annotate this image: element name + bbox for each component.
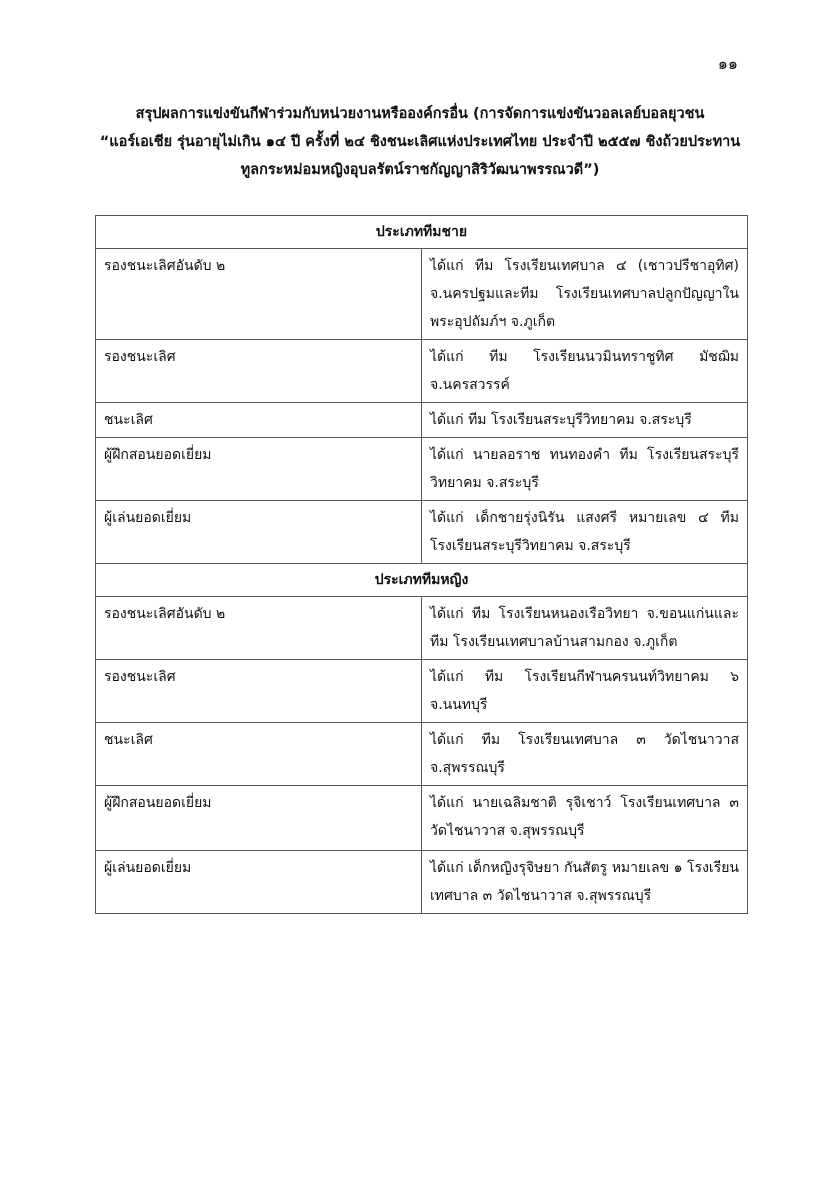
award-detail: ได้แก่ นายเฉลิมชาติ รุจิเชาว์ โรงเรียนเทศบาล ๓ วัดไชนาวาส จ.สุพรรณบุรี bbox=[422, 786, 748, 851]
award-category: ผู้ฝึกสอนยอดเยี่ยม bbox=[96, 438, 422, 501]
table-row bbox=[96, 723, 748, 786]
award-detail: ได้แก่ ทีม โรงเรียนเทศบาล ๔ (เชาวปรีชาอุทิศ) จ.นครปฐมและทีม โรงเรียนเทศบาลปลูกปัญญาในพระอุปถัมภ์ฯ จ.ภูเก็ต bbox=[422, 249, 748, 340]
award-detail: ได้แก่ ทีม โรงเรียนเทศบาล ๓ วัดไชนาวาส จ.สุพรรณบุรี bbox=[422, 723, 748, 786]
award-category: รองชนะเลิศอันดับ ๒ bbox=[96, 249, 422, 340]
table-row bbox=[96, 660, 748, 723]
award-category: รองชนะเลิศอันดับ ๒ bbox=[96, 597, 422, 660]
award-category: ชนะเลิศ bbox=[96, 723, 422, 786]
table-row bbox=[96, 249, 748, 340]
award-detail: ได้แก่ นายลอราช ทนทองคำ ทีม โรงเรียนสระบุรีวิทยาคม จ.สระบุรี bbox=[422, 438, 748, 501]
section-heading-men: ประเภททีมชาย bbox=[96, 216, 748, 249]
section-heading-women: ประเภททีมหญิง bbox=[96, 564, 748, 597]
table-row bbox=[96, 438, 748, 501]
title-line-1: สรุปผลการแข่งขันกีฬาร่วมกับหน่วยงานหรือองค์กรอื่น (การจัดการแข่งขันวอลเลย์บอลยุวชน bbox=[135, 106, 705, 122]
award-category: รองชนะเลิศ bbox=[96, 340, 422, 403]
results-table bbox=[95, 215, 748, 914]
award-category: ผู้เล่นยอดเยี่ยม bbox=[96, 501, 422, 564]
table-row bbox=[96, 851, 748, 914]
section-header-row bbox=[96, 564, 748, 597]
award-category: ชนะเลิศ bbox=[96, 403, 422, 438]
section-header-row bbox=[96, 216, 748, 249]
award-category: ผู้ฝึกสอนยอดเยี่ยม bbox=[96, 786, 422, 851]
award-detail: ได้แก่ เด็กชายรุ่งนิรัน แสงศรี หมายเลข ๔ ทีม โรงเรียนสระบุรีวิทยาคม จ.สระบุรี bbox=[422, 501, 748, 564]
award-category: ผู้เล่นยอดเยี่ยม bbox=[96, 851, 422, 914]
table-row bbox=[96, 340, 748, 403]
table-row bbox=[96, 501, 748, 564]
table-row bbox=[96, 786, 748, 851]
page-number: ๑๑ bbox=[717, 54, 738, 73]
document-title bbox=[95, 100, 745, 184]
title-line-3: ทูลกระหม่อมหญิงอุบลรัตน์ราชกัญญาสิริวัฒนาพรรณวดี”) bbox=[240, 162, 600, 178]
title-line-2: “แอร์เอเชีย รุ่นอายุไม่เกิน ๑๔ ปี ครั้งที่ ๒๔ ชิงชนะเลิศแห่งประเทศไทย ประจำปี ๒๕๕๗ ชิงถ้วยประทาน bbox=[99, 134, 741, 150]
award-detail: ได้แก่ เด็กหญิงรุจิษยา กันสัตรู หมายเลข ๑ โรงเรียนเทศบาล ๓ วัดไชนาวาส จ.สุพรรณบุรี bbox=[422, 851, 748, 914]
award-detail: ได้แก่ ทีม โรงเรียนสระบุรีวิทยาคม จ.สระบุรี bbox=[422, 403, 748, 438]
table-row bbox=[96, 403, 748, 438]
table-row bbox=[96, 597, 748, 660]
award-detail: ได้แก่ ทีม โรงเรียนกีฬานครนนท์วิทยาคม ๖ จ.นนทบุรี bbox=[422, 660, 748, 723]
award-detail: ได้แก่ ทีม โรงเรียนนวมินทราชูทิศ มัชฌิม จ.นครสวรรค์ bbox=[422, 340, 748, 403]
award-category: รองชนะเลิศ bbox=[96, 660, 422, 723]
award-detail: ได้แก่ ทีม โรงเรียนหนองเรือวิทยา จ.ขอนแก่นและทีม โรงเรียนเทศบาลบ้านสามกอง จ.ภูเก็ต bbox=[422, 597, 748, 660]
